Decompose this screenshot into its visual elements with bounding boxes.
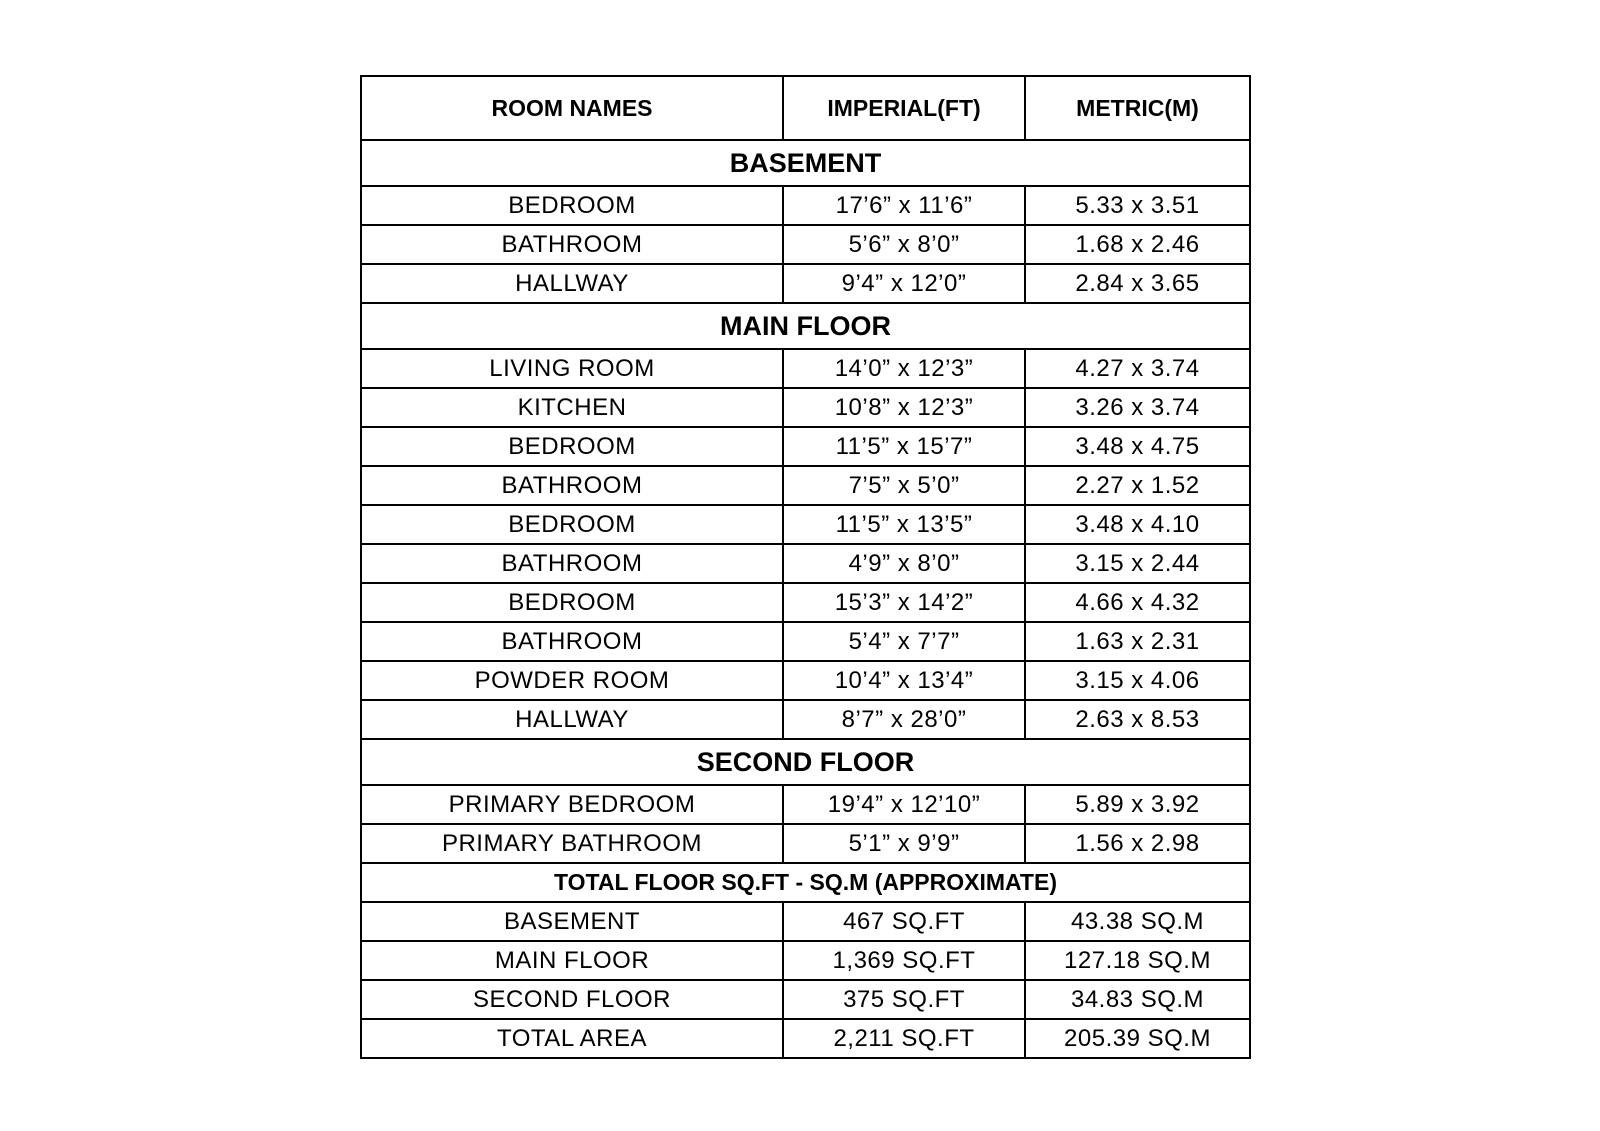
sqm-cell: 43.38 SQ.M	[1025, 902, 1250, 941]
room-name-cell: POWDER ROOM	[361, 661, 783, 700]
table-row	[361, 186, 1250, 225]
totals-section	[361, 863, 1250, 1058]
metric-cell: 1.56 x 2.98	[1025, 824, 1250, 863]
room-name-cell: BATHROOM	[361, 466, 783, 505]
imperial-cell: 19’4” x 12’10”	[783, 785, 1025, 824]
imperial-cell: 10’4” x 13’4”	[783, 661, 1025, 700]
header-imperial: IMPERIAL(FT)	[783, 76, 1025, 140]
sqft-cell: 2,211 SQ.FT	[783, 1019, 1025, 1058]
metric-cell: 4.66 x 4.32	[1025, 583, 1250, 622]
basement-section	[361, 140, 1250, 303]
table-row	[361, 505, 1250, 544]
floor-name-cell: TOTAL AREA	[361, 1019, 783, 1058]
room-name-cell: BEDROOM	[361, 583, 783, 622]
section-title-second-floor: SECOND FLOOR	[361, 739, 1250, 785]
header-room-names: ROOM NAMES	[361, 76, 783, 140]
room-name-cell: BEDROOM	[361, 427, 783, 466]
room-name-cell: LIVING ROOM	[361, 349, 783, 388]
sqm-cell: 34.83 SQ.M	[1025, 980, 1250, 1019]
metric-cell: 1.68 x 2.46	[1025, 225, 1250, 264]
imperial-cell: 5’6” x 8’0”	[783, 225, 1025, 264]
table-row	[361, 427, 1250, 466]
imperial-cell: 5’1” x 9’9”	[783, 824, 1025, 863]
header-metric: METRIC(M)	[1025, 76, 1250, 140]
floor-name-cell: SECOND FLOOR	[361, 980, 783, 1019]
floor-name-cell: BASEMENT	[361, 902, 783, 941]
table-row	[361, 583, 1250, 622]
table-row	[361, 544, 1250, 583]
imperial-cell: 9’4” x 12’0”	[783, 264, 1025, 303]
metric-cell: 3.15 x 4.06	[1025, 661, 1250, 700]
room-name-cell: KITCHEN	[361, 388, 783, 427]
sqft-cell: 1,369 SQ.FT	[783, 941, 1025, 980]
metric-cell: 5.33 x 3.51	[1025, 186, 1250, 225]
room-name-cell: HALLWAY	[361, 700, 783, 739]
room-name-cell: PRIMARY BATHROOM	[361, 824, 783, 863]
sqft-cell: 375 SQ.FT	[783, 980, 1025, 1019]
metric-cell: 1.63 x 2.31	[1025, 622, 1250, 661]
table-row	[361, 466, 1250, 505]
metric-cell: 4.27 x 3.74	[1025, 349, 1250, 388]
metric-cell: 3.26 x 3.74	[1025, 388, 1250, 427]
imperial-cell: 17’6” x 11’6”	[783, 186, 1025, 225]
main-floor-section	[361, 303, 1250, 739]
sqm-cell: 127.18 SQ.M	[1025, 941, 1250, 980]
room-name-cell: BEDROOM	[361, 186, 783, 225]
room-dimensions-table	[360, 75, 1251, 1059]
metric-cell: 3.15 x 2.44	[1025, 544, 1250, 583]
metric-cell: 3.48 x 4.75	[1025, 427, 1250, 466]
sqft-cell: 467 SQ.FT	[783, 902, 1025, 941]
section-title-totals: TOTAL FLOOR SQ.FT - SQ.M (APPROXIMATE)	[361, 863, 1250, 902]
table-row	[361, 824, 1250, 863]
table-row	[361, 622, 1250, 661]
table-row	[361, 941, 1250, 980]
metric-cell: 2.84 x 3.65	[1025, 264, 1250, 303]
table-row	[361, 902, 1250, 941]
imperial-cell: 15’3” x 14’2”	[783, 583, 1025, 622]
room-name-cell: BATHROOM	[361, 622, 783, 661]
table-row	[361, 388, 1250, 427]
metric-cell: 2.27 x 1.52	[1025, 466, 1250, 505]
table-row	[361, 225, 1250, 264]
section-title-main-floor: MAIN FLOOR	[361, 303, 1250, 349]
room-name-cell: BEDROOM	[361, 505, 783, 544]
imperial-cell: 11’5” x 13’5”	[783, 505, 1025, 544]
header-row	[361, 76, 1250, 140]
table-row	[361, 349, 1250, 388]
table-row	[361, 980, 1250, 1019]
room-name-cell: HALLWAY	[361, 264, 783, 303]
table-row	[361, 785, 1250, 824]
imperial-cell: 8’7” x 28’0”	[783, 700, 1025, 739]
table-row	[361, 661, 1250, 700]
section-title-basement: BASEMENT	[361, 140, 1250, 186]
room-name-cell: PRIMARY BEDROOM	[361, 785, 783, 824]
imperial-cell: 11’5” x 15’7”	[783, 427, 1025, 466]
metric-cell: 5.89 x 3.92	[1025, 785, 1250, 824]
metric-cell: 2.63 x 8.53	[1025, 700, 1250, 739]
sqm-cell: 205.39 SQ.M	[1025, 1019, 1250, 1058]
floor-name-cell: MAIN FLOOR	[361, 941, 783, 980]
imperial-cell: 5’4” x 7’7”	[783, 622, 1025, 661]
imperial-cell: 14’0” x 12’3”	[783, 349, 1025, 388]
imperial-cell: 4’9” x 8’0”	[783, 544, 1025, 583]
table-row	[361, 700, 1250, 739]
metric-cell: 3.48 x 4.10	[1025, 505, 1250, 544]
room-name-cell: BATHROOM	[361, 225, 783, 264]
imperial-cell: 10’8” x 12’3”	[783, 388, 1025, 427]
table-row	[361, 264, 1250, 303]
table-row	[361, 1019, 1250, 1058]
second-floor-section	[361, 739, 1250, 863]
imperial-cell: 7’5” x 5’0”	[783, 466, 1025, 505]
room-name-cell: BATHROOM	[361, 544, 783, 583]
